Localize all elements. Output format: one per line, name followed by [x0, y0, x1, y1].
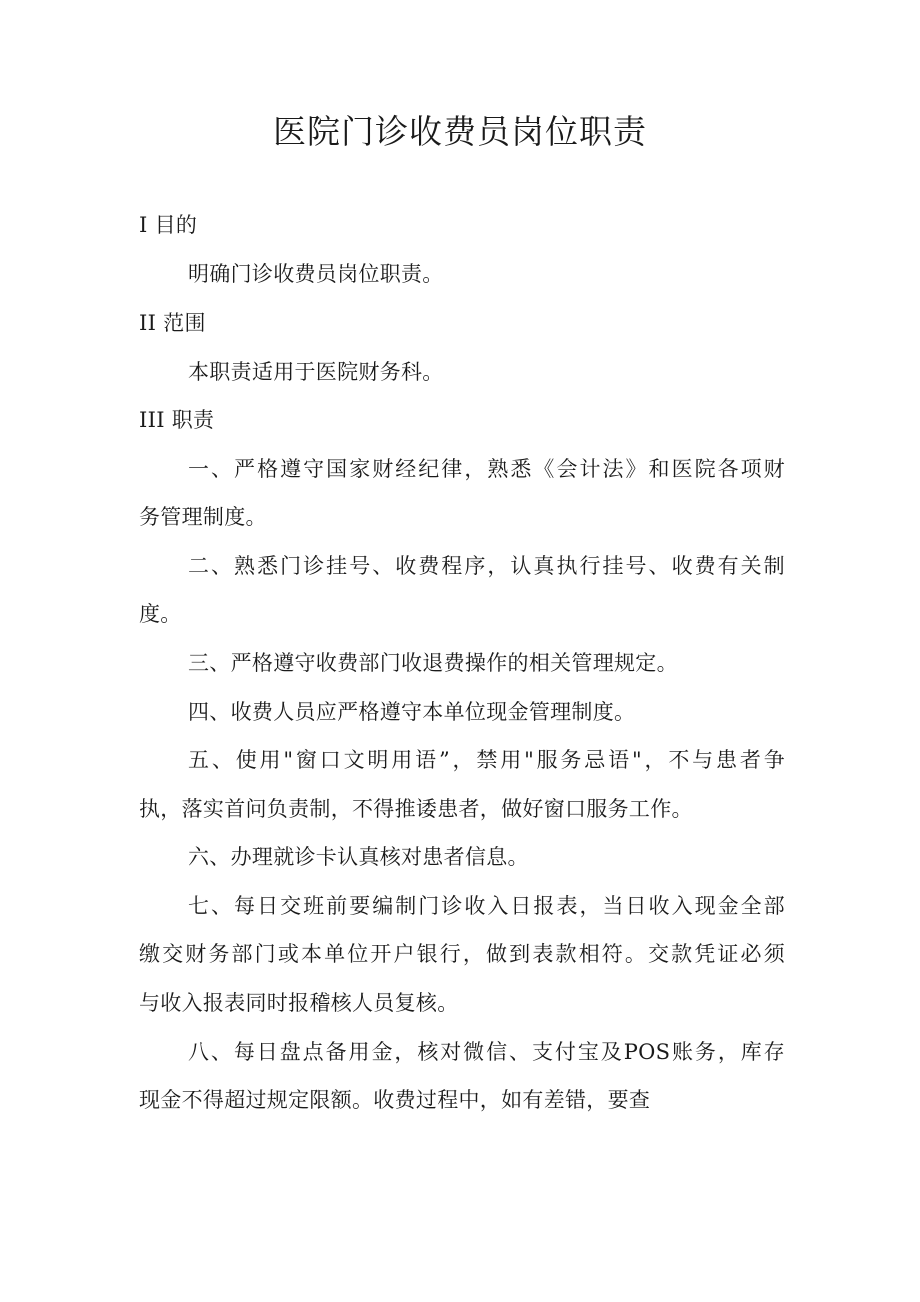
duty-item-line: 现金不得超过规定限额。收费过程中，如有差错，要查 [139, 1088, 651, 1112]
duty-item-line: 与收入报表同时报稽核人员复核。 [139, 991, 459, 1015]
section-heading-scope: II 范围 [139, 311, 206, 335]
section-heading-duties: III 职责 [139, 408, 215, 432]
section-heading-purpose: I 目的 [139, 213, 198, 237]
duty-item-line: 八、每日盘点备用金，核对微信、支付宝及POS账务，库存 [188, 1040, 785, 1064]
duty-item-line: 一、严格遵守国家财经纪律，熟悉《会计法》和医院各项财 [188, 457, 785, 481]
duty-item-line: 缴交财务部门或本单位开户银行，做到表款相符。交款凭证必须 [139, 942, 785, 966]
section-text-scope: 本职责适用于医院财务科。 [188, 360, 444, 384]
duty-item-line: 务管理制度。 [139, 505, 267, 529]
document-title: 医院门诊收费员岗位职责 [273, 112, 647, 151]
duty-item-line: 二、熟悉门诊挂号、收费程序，认真执行挂号、收费有关制 [188, 554, 785, 578]
duty-item-line: 三、严格遵守收费部门收退费操作的相关管理规定。 [188, 651, 678, 675]
duty-item-line: 六、办理就诊卡认真核对患者信息。 [188, 845, 529, 869]
section-text-purpose: 明确门诊收费员岗位职责。 [188, 262, 444, 286]
duty-item-line: 执，落实首问负责制，不得推诿患者，做好窗口服务工作。 [139, 797, 693, 821]
duty-item-line: 四、收费人员应严格遵守本单位现金管理制度。 [188, 700, 636, 724]
duty-item-line: 五、使用"窗口文明用语”，禁用"服务忌语"，不与患者争 [188, 748, 785, 772]
duty-item-line: 七、每日交班前要编制门诊收入日报表，当日收入现金全部 [188, 894, 785, 918]
duty-item-line: 度。 [139, 602, 182, 626]
